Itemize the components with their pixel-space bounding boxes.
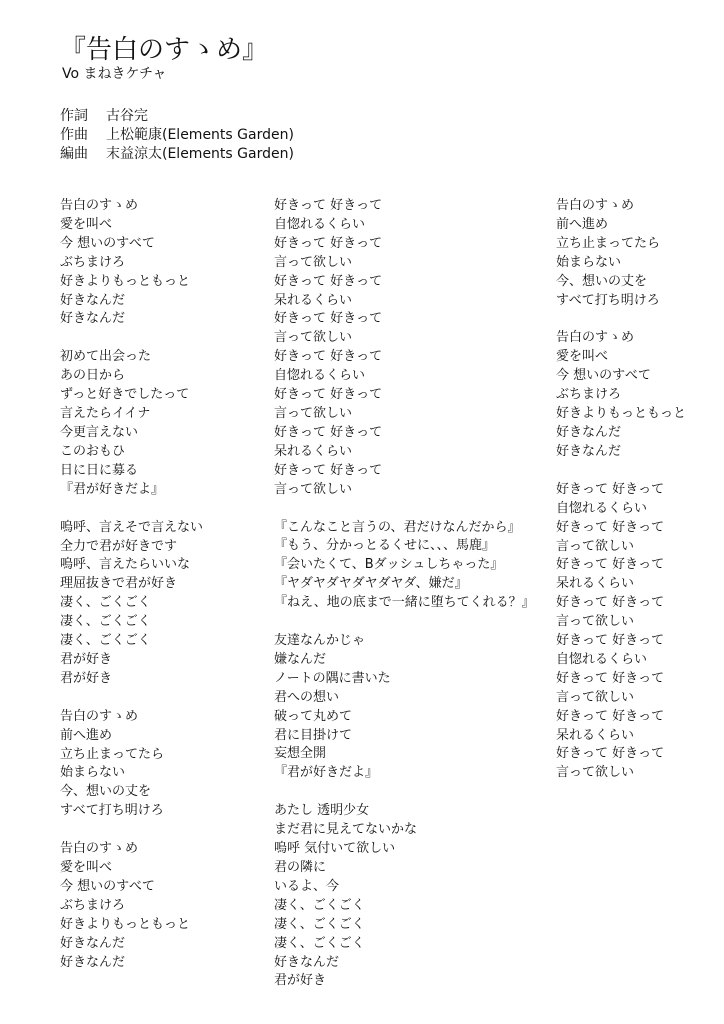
credit-role: 編曲 (60, 146, 88, 162)
lyric-line: 嫌なんだ (274, 651, 327, 667)
lyric-line: 好きって 好きって (274, 462, 383, 478)
lyric-line: 『こんなこと言うの、君だけなんだから』 (274, 519, 521, 535)
lyric-stanza (556, 329, 686, 461)
lyricist-credit (60, 107, 294, 126)
lyric-line: 好きって 好きって (556, 746, 665, 762)
credit-name: 末益涼太(Elements Garden) (106, 146, 294, 162)
lyric-line: 理屈抜きで君が好き (60, 576, 178, 592)
lyric-line: 言って欲しい (556, 614, 635, 630)
lyric-line: 凄く、ごくごく (274, 916, 365, 932)
lyric-line: 告白のすゝめ (556, 198, 635, 213)
lyric-line: 初めて出会った (60, 349, 152, 365)
lyric-line: すべて打ち明けろ (60, 803, 164, 819)
lyric-line: 好きって 好きって (556, 557, 665, 573)
composer-credit (60, 126, 294, 145)
lyric-line: ぶちまけろ (60, 897, 126, 913)
lyric-line: 嗚呼、言えそで言えない (60, 519, 204, 535)
lyric-line: 好きなんだ (60, 954, 126, 970)
lyric-line: 『ヤダヤダヤダヤダヤダ、嫌だ』 (274, 576, 468, 592)
lyric-line: 呆れるくらい (556, 727, 635, 743)
lyric-stanza (60, 708, 203, 821)
lyric-line: 呆れるくらい (274, 443, 353, 459)
lyric-line: 好きなんだ (274, 954, 340, 970)
credits-block (60, 107, 294, 164)
lyric-line: 友達なんかじゃ (274, 633, 366, 649)
lyric-line: 君の隣に (274, 860, 327, 875)
lyric-line: 好きって 好きって (556, 708, 665, 724)
lyric-line: 呆れるくらい (556, 576, 635, 592)
lyric-line: 自惚れるくらい (274, 216, 366, 232)
vocal-credit: Vo まねきケチャ (62, 66, 167, 82)
lyric-line: いるよ、今 (274, 878, 340, 894)
lyric-line: 『もう、分かっとるくせに、、、馬鹿』 (274, 538, 496, 554)
lyric-line: 好きって 好きって (556, 670, 665, 686)
lyric-line: 言って欲しい (274, 481, 353, 497)
lyric-line: 全力で君が好きです (60, 538, 178, 554)
song-title: 『告白のすゝめ』 (60, 35, 269, 65)
lyric-line: 好きって 好きって (274, 424, 383, 440)
credit-role: 作詞 (60, 108, 88, 124)
lyric-line: 『ねえ、地の底まで一緒に堕ちてくれる？』 (274, 595, 535, 611)
lyric-line: 好きって 好きって (556, 633, 665, 649)
lyric-stanza (556, 197, 686, 310)
lyric-line: 好きなんだ (60, 292, 126, 308)
lyric-line: 好きって 好きって (274, 349, 383, 365)
lyric-line: 凄く、ごくごく (60, 614, 151, 630)
credit-role: 作曲 (60, 127, 88, 143)
lyric-line: 呆れるくらい (274, 292, 353, 308)
lyric-line: 今 想いのすべて (60, 879, 155, 894)
lyric-stanza (60, 348, 203, 499)
lyric-line: 今、想いの丈を (60, 784, 152, 800)
credit-name: 古谷完 (106, 108, 148, 124)
lyric-line: 好きよりもっともっと (60, 916, 191, 932)
lyric-line: 好きなんだ (60, 311, 126, 327)
lyrics-column-2 (274, 197, 535, 1010)
lyric-line: 始まらない (556, 254, 622, 270)
lyric-line: 告白のすゝめ (556, 330, 635, 346)
lyric-stanza (274, 802, 535, 991)
lyric-line: 好きなんだ (556, 443, 622, 459)
lyric-line: ぶちまけろ (60, 254, 126, 270)
lyric-line: 『君が好きだよ』 (274, 765, 379, 781)
lyric-line: 前へ進め (60, 727, 113, 743)
lyric-line: 告白のすゝめ (60, 841, 139, 857)
lyric-line: ぶちまけろ (556, 387, 622, 403)
lyric-line: 今 想いのすべて (556, 368, 651, 384)
lyric-line: 告白のすゝめ (60, 198, 139, 213)
lyric-stanza (60, 519, 203, 689)
lyric-line: このおもひ (60, 443, 126, 459)
lyric-line: 言って欲しい (274, 254, 353, 270)
lyric-stanza (274, 632, 535, 783)
lyric-line: ずっと好きでしたって (60, 387, 190, 403)
lyric-line: 好きって 好きって (274, 387, 383, 403)
lyric-line: 破って丸めて (274, 708, 353, 724)
lyric-line: 凄く、ごくごく (274, 935, 365, 951)
lyric-stanza (274, 197, 535, 500)
lyric-line: 凄く、ごくごく (274, 897, 365, 913)
lyric-line: 凄く、ごくごく (60, 595, 151, 611)
lyric-line: 今、想いの丈を (556, 273, 648, 289)
lyric-line: あの日から (60, 368, 126, 384)
lyric-line: 言えたらイイナ (60, 406, 151, 422)
lyric-line: 言って欲しい (274, 405, 353, 421)
lyric-line: 好きって 好きって (556, 519, 665, 535)
lyric-line: 『会いたくて、Bダッシュしちゃった』 (274, 557, 504, 573)
lyric-line: 愛を叫べ (60, 216, 113, 232)
lyric-line: 愛を叫べ (60, 860, 113, 876)
lyric-line: 君への想い (274, 689, 340, 705)
lyric-line: 君に目掛けて (274, 727, 353, 743)
lyric-line: 言って欲しい (274, 330, 353, 346)
arranger-credit (60, 145, 294, 164)
lyric-line: 好きって 好きって (274, 311, 383, 327)
lyric-line: あたし 透明少女 (274, 803, 370, 819)
lyric-line: 好きよりもっともっと (60, 273, 191, 289)
lyric-line: 告白のすゝめ (60, 708, 139, 724)
lyric-line: 言って欲しい (556, 538, 635, 554)
lyric-line: 日に日に募る (60, 462, 139, 478)
lyric-line: 今更言えない (60, 424, 139, 440)
lyric-line: すべて打ち明けろ (556, 292, 660, 308)
lyric-line: 自惚れるくらい (556, 651, 648, 667)
lyric-line: 君が好き (274, 973, 327, 989)
lyric-stanza (60, 197, 203, 329)
lyrics-column-1 (60, 197, 203, 992)
lyrics-column-3 (556, 197, 686, 802)
lyric-line: 前へ進め (556, 216, 609, 232)
lyric-line: 妄想全開 (274, 746, 327, 762)
lyric-line: 凄く、ごくごく (60, 633, 151, 649)
lyric-line: 嗚呼、言えたらいいな (60, 557, 191, 573)
lyric-line: 自惚れるくらい (274, 368, 366, 384)
lyric-line: 君が好き (60, 651, 113, 667)
lyric-stanza (556, 481, 686, 784)
lyric-line: ノートの隅に書いた (274, 670, 391, 686)
lyric-line: 言って欲しい (556, 765, 635, 781)
lyric-line: 好きよりもっともっと (556, 406, 687, 422)
credit-name: 上松範康(Elements Garden) (106, 127, 294, 143)
lyric-stanza (274, 519, 535, 614)
lyric-line: 言って欲しい (556, 689, 635, 705)
lyric-line: 立ち止まってたら (60, 746, 165, 762)
lyric-line: 今 想いのすべて (60, 235, 155, 251)
lyric-stanza (60, 840, 203, 972)
lyric-line: 『君が好きだよ』 (60, 481, 165, 497)
lyric-line: 愛を叫べ (556, 349, 609, 365)
lyric-line: 好きって 好きって (274, 198, 383, 213)
lyric-line: 好きなんだ (60, 935, 126, 951)
lyric-line: 君が好き (60, 670, 113, 686)
lyric-line: 好きって 好きって (274, 273, 383, 289)
lyric-line: 始まらない (60, 765, 126, 781)
lyric-line: 好きなんだ (556, 424, 622, 440)
lyric-line: 好きって 好きって (274, 235, 383, 251)
lyric-line: 好きって 好きって (556, 481, 665, 497)
lyric-line: 好きって 好きって (556, 595, 665, 611)
lyric-line: 嗚呼 気付いて欲しい (274, 841, 396, 857)
lyric-line: まだ君に見えてないかな (274, 822, 418, 838)
lyric-line: 立ち止まってたら (556, 235, 661, 251)
lyric-line: 自惚れるくらい (556, 500, 648, 516)
